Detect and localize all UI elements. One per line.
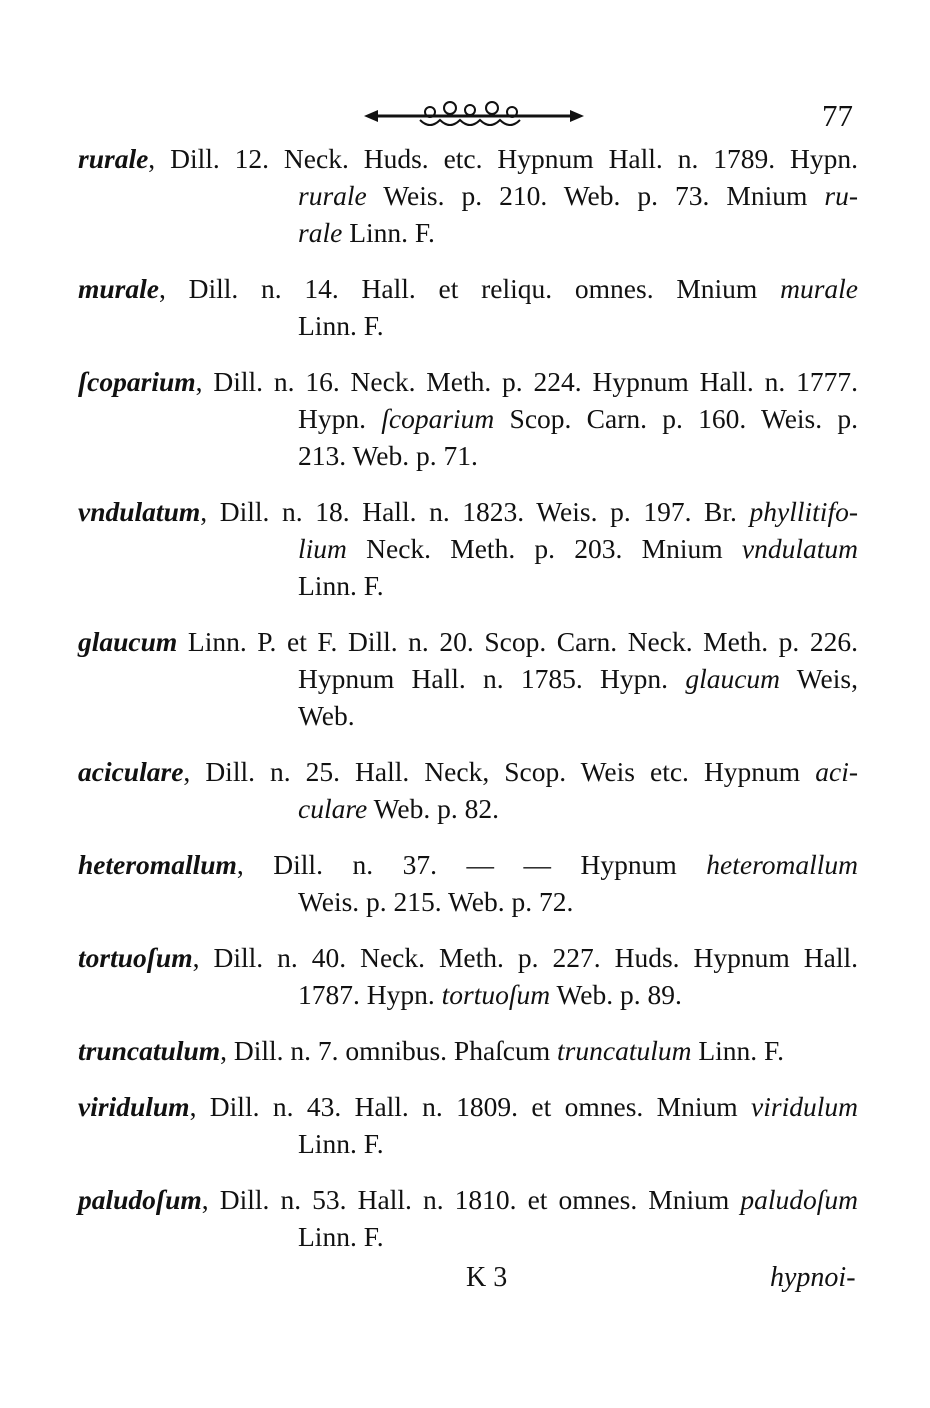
citation-text: Hypnum Hall. n. 1785. Hypn. xyxy=(298,663,686,694)
entry-continuation-line xyxy=(78,567,858,604)
entry-continuation-line xyxy=(78,214,858,251)
species-name: tortuoſum xyxy=(78,942,193,973)
citation-text: Web. xyxy=(298,700,355,731)
citation-text: Weis, xyxy=(780,663,858,694)
moss-entry xyxy=(78,270,858,344)
citation-text: , Dill. n. 43. Hall. n. 1809. et omnes. Mnium xyxy=(189,1091,752,1122)
entry-first-line xyxy=(78,1181,858,1218)
entry-continuation-line xyxy=(78,790,858,827)
italic-term: truncatulum xyxy=(557,1035,692,1066)
italic-term: tortuoſum xyxy=(441,979,551,1010)
citation-text: 213. Web. p. 71. xyxy=(298,440,478,471)
entry-first-line xyxy=(78,270,858,307)
entry-first-line xyxy=(78,846,858,883)
citation-text: Hypn. xyxy=(298,403,382,434)
citation-text: Linn. F. xyxy=(298,570,384,601)
italic-term: ſcoparium xyxy=(381,403,495,434)
entry-list xyxy=(78,140,858,1274)
citation-text: , Dill. n. 40. Neck. Meth. p. 227. Huds. Hypnum Hall. xyxy=(192,942,858,973)
citation-text: , Dill. n. 53. Hall. n. 1810. et omnes. Mnium xyxy=(201,1184,741,1215)
species-name: aciculare xyxy=(78,756,184,787)
moss-entry xyxy=(78,846,858,920)
entry-first-line xyxy=(78,140,858,177)
citation-text: , Dill. n. 37. — — Hypnum xyxy=(236,849,707,880)
species-name: paludoſum xyxy=(78,1184,202,1215)
signature-mark: K 3 xyxy=(466,1262,508,1293)
moss-entry xyxy=(78,1032,858,1069)
italic-term: aci- xyxy=(815,756,858,787)
italic-term: heteromallum xyxy=(706,849,858,880)
citation-text: , Dill. n. 14. Hall. et reliqu. omnes. Mnium xyxy=(158,273,781,304)
italic-term: rale xyxy=(298,217,343,248)
species-name: heteromallum xyxy=(78,849,237,880)
citation-text: , Dill. n. 7. omnibus. Phaſcum xyxy=(220,1035,558,1066)
entry-first-line xyxy=(78,753,858,790)
italic-term: vndulatum xyxy=(741,533,858,564)
entry-first-line xyxy=(78,493,858,530)
entry-continuation-line xyxy=(78,1218,858,1255)
species-name: vndulatum xyxy=(78,496,201,527)
entry-first-line xyxy=(78,1032,858,1069)
citation-text: Linn. F. xyxy=(298,1221,384,1252)
italic-term: lium xyxy=(298,533,347,564)
citation-text: Web. p. 82. xyxy=(367,793,499,824)
species-name: viridulum xyxy=(78,1091,190,1122)
page-number: 77 xyxy=(822,98,853,133)
species-name: truncatulum xyxy=(78,1035,221,1066)
moss-entry xyxy=(78,1181,858,1255)
entry-first-line xyxy=(78,939,858,976)
headpiece-ornament-icon xyxy=(360,98,588,134)
species-name: rurale xyxy=(78,143,149,174)
italic-term: viridulum xyxy=(751,1091,858,1122)
moss-entry xyxy=(78,1088,858,1162)
italic-term: ru- xyxy=(824,180,858,211)
italic-term: paludoſum xyxy=(740,1184,858,1215)
citation-text: , Dill. n. 18. Hall. n. 1823. Weis. p. 197. Br. xyxy=(200,496,750,527)
entry-continuation-line xyxy=(78,400,858,437)
italic-term: rurale xyxy=(298,180,367,211)
citation-text: Linn. F. xyxy=(342,217,435,248)
entry-first-line xyxy=(78,1088,858,1125)
moss-entry xyxy=(78,623,858,734)
citation-text: Neck. Meth. p. 203. Mnium xyxy=(346,533,742,564)
entry-continuation-line xyxy=(78,1125,858,1162)
citation-text: Web. p. 89. xyxy=(550,979,682,1010)
entry-continuation-line xyxy=(78,307,858,344)
page-footer xyxy=(0,1262,930,1302)
entry-first-line xyxy=(78,623,858,660)
citation-text: Scop. Carn. p. 160. Weis. p. xyxy=(494,403,858,434)
moss-entry xyxy=(78,753,858,827)
moss-entry xyxy=(78,939,858,1013)
entry-continuation-line xyxy=(78,177,858,214)
entry-continuation-line xyxy=(78,883,858,920)
italic-term: culare xyxy=(298,793,368,824)
entry-continuation-line xyxy=(78,660,858,697)
citation-text: Linn. P. et F. Dill. n. 20. Scop. Carn. Neck. Meth. p. 226. xyxy=(177,626,858,657)
citation-text: 1787. Hypn. xyxy=(298,979,442,1010)
citation-text: , Dill. n. 16. Neck. Meth. p. 224. Hypnum Hall. n. 1777. xyxy=(195,366,858,397)
italic-term: phyllitifo- xyxy=(749,496,858,527)
italic-term: murale xyxy=(780,273,858,304)
citation-text: Linn. F. xyxy=(691,1035,785,1066)
moss-entry xyxy=(78,140,858,251)
citation-text: Linn. F. xyxy=(298,1128,384,1159)
citation-text: , Dill. n. 25. Hall. Neck, Scop. Weis etc. Hypnum xyxy=(183,756,816,787)
citation-text: Weis. p. 210. Web. p. 73. Mnium xyxy=(366,180,825,211)
species-name: glaucum xyxy=(78,626,178,657)
moss-entry xyxy=(78,493,858,604)
citation-text: Linn. F. xyxy=(298,310,384,341)
entry-continuation-line xyxy=(78,976,858,1013)
catchword: hypnoi- xyxy=(770,1262,856,1293)
moss-entry xyxy=(78,363,858,474)
entry-continuation-line xyxy=(78,437,858,474)
entry-continuation-line xyxy=(78,530,858,567)
species-name: murale xyxy=(78,273,159,304)
entry-first-line xyxy=(78,363,858,400)
citation-text: , Dill. 12. Neck. Huds. etc. Hypnum Hall. n. 1789. Hypn. xyxy=(148,143,858,174)
citation-text: Weis. p. 215. Web. p. 72. xyxy=(298,886,574,917)
italic-term: glaucum xyxy=(685,663,781,694)
species-name: ſcoparium xyxy=(78,366,196,397)
entry-continuation-line xyxy=(78,697,858,734)
